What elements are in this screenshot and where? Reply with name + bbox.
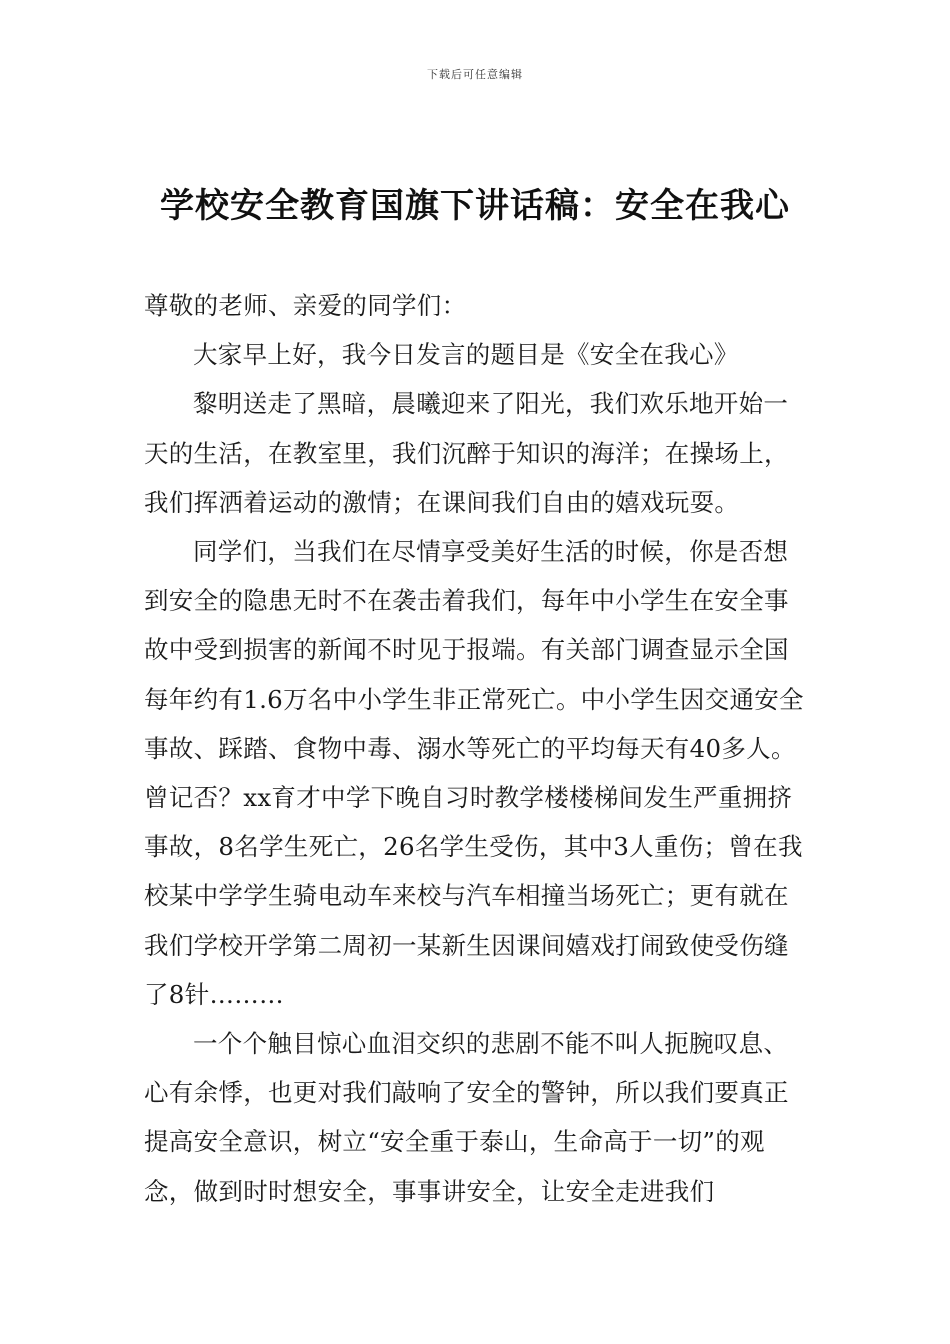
paragraph-2: 黎明送走了黑暗，晨曦迎来了阳光，我们欢乐地开始一天的生活，在教室里，我们沉醉于知识的海洋；在操场上，我们挥洒着运动的激情；在课间我们自由的嬉戏玩耍。: [144, 389, 789, 517]
paragraph-1: 大家早上好，我今日发言的题目是《安全在我心》: [193, 340, 739, 370]
document-body: [144, 281, 810, 1216]
salutation: 尊敬的老师、亲爱的同学们：: [144, 291, 467, 320]
paragraph-4: 一个个触目惊心血泪交织的悲剧不能不叫人扼腕叹息、心有余悸，也更对我们敲响了安全的警钟，所以我们要真正提高安全意识，树立“安全重于泰山，生命高于一切”的观念，做到时时想安全，事事讲安全，让安全走进我们: [144, 1029, 789, 1206]
paragraph-3: 同学们，当我们在尽情享受美好生活的时候，你是否想到安全的隐患无时不在袭击着我们，每年中小学生在安全事故中受到损害的新闻不时见于报端。有关部门调查显示全国每年约有1.6万名中小学生非正常死亡。中小学生因交通安全事故、踩踏、食物中毒、溺水等死亡的平均每天有40多人。曾记否？xx育才中学下晚自习时教学楼楼梯间发生严重拥挤事故，8名学生死亡，26名学生受伤，其中3人重伤；曾在我校某中学学生骑电动车来校与汽车相撞当场死亡；更有就在我们学校开学第二周初一某新生因课间嬉戏打闹致使受伤缝了8针………: [144, 537, 804, 1009]
page-title: 学校安全教育国旗下讲话稿：安全在我心: [160, 186, 790, 226]
header-note: 下载后可任意编辑: [427, 68, 523, 81]
